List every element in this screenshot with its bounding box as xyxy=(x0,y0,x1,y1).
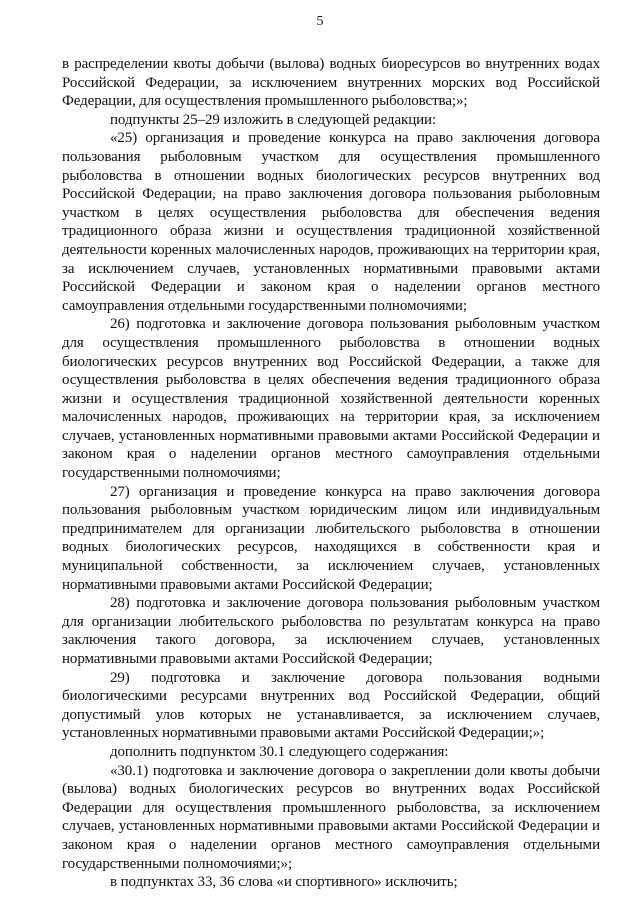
paragraph-item-25: «25) организация и проведение конкурса на право заключения договора пользования рыболовным участком для осуществления промышленного рыболовства в отношении водных биологических ресурсов внутренних вод Российской Федерации, на право заключения договора пользования рыболовным участком в целях осуществления рыболовства для обеспечения ведения традиционного образа жизни и осуществления традиционной хозяйственной деятельности коренных малочисленных народов, проживающих на территории края, за исключением случаев, установленных нормативными правовыми актами Российской Федерации и законом края о наделении органов местного самоуправления отдельными государственными полномочиями; xyxy=(62,130,600,314)
paragraph-item-29: 29) подготовка и заключение договора пользования водными биологическими ресурсами внутренних вод Российской Федерации, общий допустимый улов которых не устанавливается, за исключением случаев, установленных нормативными правовыми актами Российской Федерации;»; xyxy=(62,669,600,742)
paragraph-item-30-1: «30.1) подготовка и заключение договора о закреплении доли квоты добычи (вылова) водных биологических ресурсов во внутренних водах Российской Федерации для осуществления промышленного рыболовства, за исключением случаев, установленных нормативными правовыми актами Российской Федерации и законом края о наделении органов местного самоуправления отдельными государственными полномочиями;»; xyxy=(62,762,600,872)
paragraph-item-26: 26) подготовка и заключение договора пользования рыболовным участком для осуществления промышленного рыболовства в отношении водных биологических ресурсов внутренних вод Российской Федерации, а также для осуществления рыболовства в целях обеспечения ведения традиционного образа жизни и осуществления традиционной хозяйственной деятельности коренных малочисленных народов, проживающих на территории края, за исключением случаев, установленных нормативными правовыми актами Российской Федерации и законом края о наделении органов местного самоуправления отдельными государственными полномочиями; xyxy=(62,316,600,482)
paragraph-subitems-25-29-intro: подпункты 25–29 изложить в следующей редакции: xyxy=(110,111,437,128)
paragraph-items-33-36: в подпунктах 33, 36 слова «и спортивного» исключить; xyxy=(110,874,458,891)
paragraph-item-27: 27) организация и проведение конкурса на право заключения договора пользования рыболовным участком юридическим лицом или индивидуальным предпринимателем для организации любительского рыболовства в отношении водных биологических ресурсов, находящихся в собственности края и муниципальной собственности, за исключением случаев, установленных нормативными правовыми актами Российской Федерации; xyxy=(62,483,600,593)
paragraph-item-28: 28) подготовка и заключение договора пользования рыболовным участком для организации любительского рыболовства по результатам конкурса на право заключения такого договора, за исключением случаев, установленных нормативными правовыми актами Российской Федерации; xyxy=(62,595,600,667)
paragraph-add-item-30-1-intro: дополнить подпунктом 30.1 следующего содержания: xyxy=(110,743,449,760)
paragraph-quota-distribution: в распределении квоты добычи (вылова) водных биоресурсов во внутренних водах Российской Федерации, за исключением внутренних морских вод Российской Федерации, для осуществления промышленного рыболовства;»; xyxy=(62,56,600,110)
page-number: 5 xyxy=(316,14,324,29)
document-body xyxy=(62,55,600,892)
